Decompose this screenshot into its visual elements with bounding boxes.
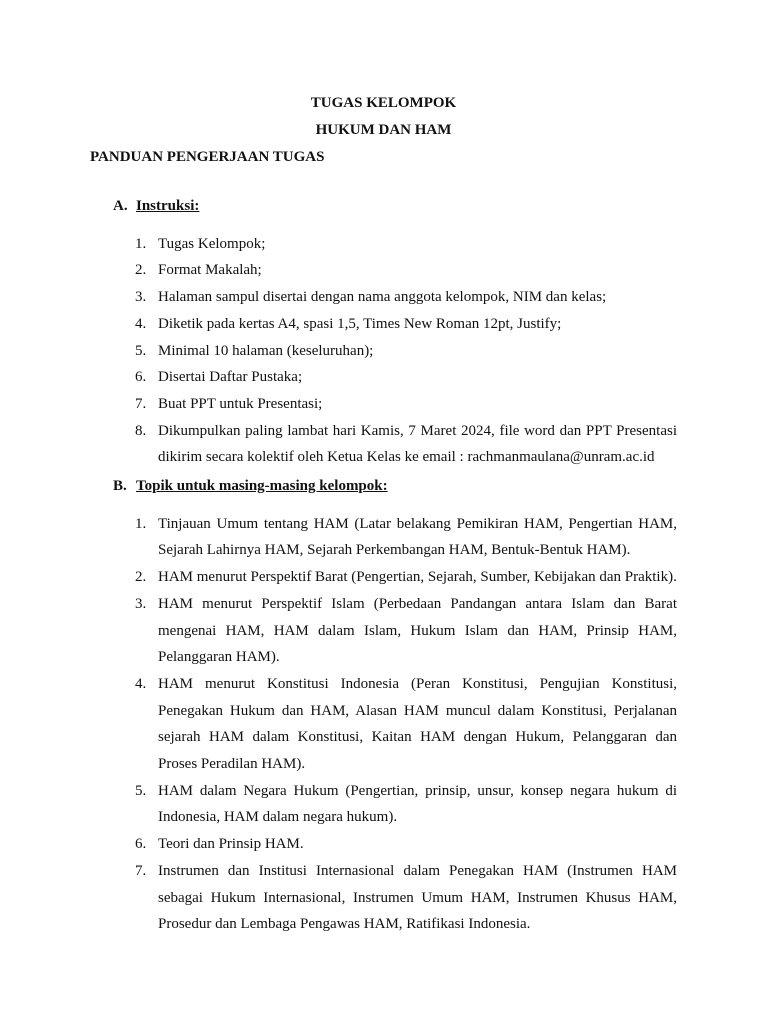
item-number: 6.	[135, 369, 147, 386]
section-letter: B.	[113, 478, 127, 495]
topic-list	[90, 511, 677, 938]
guide-heading: PANDUAN PENGERJAAN TUGAS	[90, 149, 325, 165]
item-text: Format Makalah;	[158, 262, 262, 279]
item-number: 4.	[135, 315, 147, 332]
list-item	[90, 418, 677, 471]
item-text: Instrumen dan Institusi Internasional dalam Penegakan HAM (Instrumen HAM sebagai Hukum Internasional, Instrumen Umum HAM, Instrumen Khusus HAM, Prosedur dan Lembaga Pengawas HAM, Ratifikasi Indonesia.	[158, 862, 677, 933]
item-number: 3.	[135, 595, 147, 612]
section-title: Topik untuk masing-masing kelompok:	[136, 478, 388, 495]
list-item	[90, 257, 677, 284]
list-item	[90, 831, 677, 858]
list-item	[90, 391, 677, 418]
list-item	[90, 564, 677, 591]
document-subtitle: HUKUM DAN HAM	[315, 122, 452, 138]
list-item	[90, 591, 677, 671]
list-item	[90, 364, 677, 391]
section-heading	[90, 193, 677, 220]
item-number: 5.	[135, 342, 147, 359]
list-item	[90, 231, 677, 258]
item-number: 1.	[135, 235, 147, 252]
item-number: 7.	[135, 862, 147, 879]
item-text: Disertai Daftar Pustaka;	[158, 369, 303, 386]
item-number: 5.	[135, 782, 147, 799]
item-number: 7.	[135, 395, 147, 412]
document-title: TUGAS KELOMPOK	[310, 95, 457, 111]
list-item	[90, 671, 677, 778]
item-number: 1.	[135, 515, 147, 532]
item-number: 4.	[135, 675, 147, 692]
item-text: Teori dan Prinsip HAM.	[158, 836, 304, 853]
item-number: 8.	[135, 422, 147, 439]
item-text: Minimal 10 halaman (keseluruhan);	[158, 342, 374, 359]
instruction-list	[90, 231, 677, 471]
item-text: Diketik pada kertas A4, spasi 1,5, Times New Roman 12pt, Justify;	[158, 315, 562, 332]
item-text: Halaman sampul disertai dengan nama anggota kelompok, NIM dan kelas;	[158, 289, 607, 306]
list-item	[90, 284, 677, 311]
section-topics	[90, 473, 677, 938]
section-heading	[90, 473, 677, 500]
item-text: Buat PPT untuk Presentasi;	[158, 395, 323, 412]
list-item	[90, 338, 677, 365]
section-title: Instruksi:	[136, 198, 200, 214]
list-item	[90, 778, 677, 831]
item-text: HAM dalam Negara Hukum (Pengertian, prinsip, unsur, konsep negara hukum di Indonesia, HAM dalam negara hukum).	[158, 782, 677, 826]
section-instructions	[90, 193, 677, 471]
item-text: Dikumpulkan paling lambat hari Kamis, 7 Maret 2024, file word dan PPT Presentasi dikirim secara kolektif oleh Ketua Kelas ke email : rachmanmaulana@unram.ac.id	[158, 422, 677, 466]
list-item	[90, 311, 677, 338]
item-number: 6.	[135, 836, 147, 853]
item-text: HAM menurut Perspektif Barat (Pengertian, Sejarah, Sumber, Kebijakan dan Praktik).	[158, 569, 677, 586]
list-item	[90, 858, 677, 938]
item-text: HAM menurut Perspektif Islam (Perbedaan Pandangan antara Islam dan Barat mengenai HAM, HAM dalam Islam, Hukum Islam dan HAM, Prinsip HAM, Pelanggaran HAM).	[158, 595, 677, 666]
item-number: 2.	[135, 569, 147, 586]
section-letter: A.	[113, 198, 128, 214]
item-text: Tinjauan Umum tentang HAM (Latar belakang Pemikiran HAM, Pengertian HAM, Sejarah Lahirnya HAM, Sejarah Perkembangan HAM, Bentuk-Bentuk HAM).	[158, 515, 677, 559]
item-number: 2.	[135, 262, 147, 279]
list-item	[90, 511, 677, 564]
item-number: 3.	[135, 289, 147, 306]
item-text: HAM menurut Konstitusi Indonesia (Peran Konstitusi, Pengujian Konstitusi, Penegakan Hukum dan HAM, Alasan HAM muncul dalam Konstitusi, Perjalanan sejarah HAM dalam Konstitusi, Kaitan HAM dengan Hukum, Pelanggaran dan Proses Peradilan HAM).	[158, 675, 677, 773]
item-text: Tugas Kelompok;	[158, 235, 266, 252]
